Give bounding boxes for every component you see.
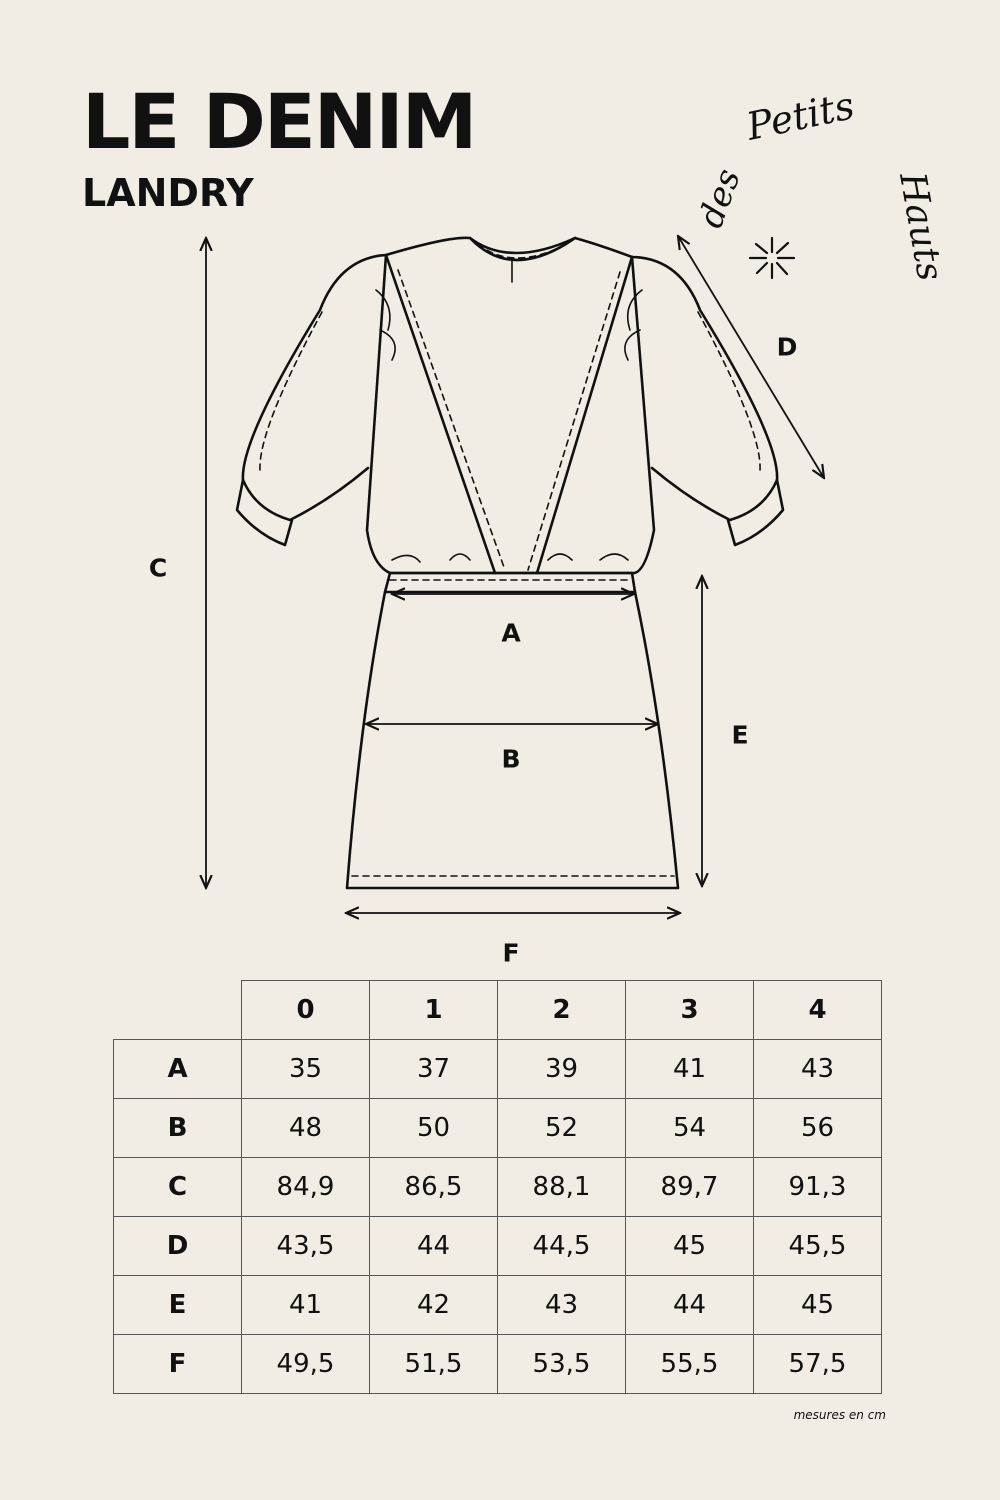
table-cell: 43 [754, 1040, 882, 1099]
row-label: B [114, 1099, 242, 1158]
table-cell: 44 [626, 1276, 754, 1335]
table-cell: 89,7 [626, 1158, 754, 1217]
table-cell: 54 [626, 1099, 754, 1158]
table-cell: 39 [498, 1040, 626, 1099]
table-row [114, 1217, 882, 1276]
table-cell: 55,5 [626, 1335, 754, 1394]
row-label: A [114, 1040, 242, 1099]
table-cell: 52 [498, 1099, 626, 1158]
table-cell: 37 [370, 1040, 498, 1099]
table-cell: 84,9 [242, 1158, 370, 1217]
dimension-label-c: C [148, 553, 168, 583]
table-row [114, 1040, 882, 1099]
logo-word-hauts: Hauts [891, 169, 951, 284]
table-cell: 35 [242, 1040, 370, 1099]
table-cell: 56 [754, 1099, 882, 1158]
table-row [114, 1099, 882, 1158]
unit-note: mesures en cm [793, 1408, 886, 1422]
row-label: F [114, 1335, 242, 1394]
table-cell: 41 [242, 1276, 370, 1335]
row-label: D [114, 1217, 242, 1276]
table-cell: 45 [754, 1276, 882, 1335]
table-cell: 50 [370, 1099, 498, 1158]
size-header: 4 [754, 981, 882, 1040]
table-cell: 42 [370, 1276, 498, 1335]
table-cell: 44,5 [498, 1217, 626, 1276]
dimension-label-b: B [501, 744, 521, 774]
table-cell: 53,5 [498, 1335, 626, 1394]
table-cell: 86,5 [370, 1158, 498, 1217]
table-cell: 48 [242, 1099, 370, 1158]
size-chart-table [113, 980, 882, 1394]
table-row [114, 1335, 882, 1394]
logo-word-petits: Petits [742, 83, 859, 149]
size-header: 2 [498, 981, 626, 1040]
table-cell: 88,1 [498, 1158, 626, 1217]
size-header: 0 [242, 981, 370, 1040]
dress-bodice [367, 238, 654, 573]
dimension-label-e: E [731, 720, 749, 750]
dimension-label-f: F [502, 938, 520, 968]
left-sleeve [237, 255, 395, 545]
table-cell: 57,5 [754, 1335, 882, 1394]
table-header-row [114, 981, 882, 1040]
table-corner [114, 981, 242, 1040]
table-cell: 44 [370, 1217, 498, 1276]
dimension-label-d: D [776, 332, 798, 362]
table-cell: 45,5 [754, 1217, 882, 1276]
page-title: LE DENIM [82, 77, 476, 166]
logo-word-des: des [690, 163, 749, 234]
table-row [114, 1276, 882, 1335]
table-cell: 51,5 [370, 1335, 498, 1394]
row-label: C [114, 1158, 242, 1217]
arrow-d [678, 236, 824, 478]
table-row [114, 1158, 882, 1217]
table-cell: 49,5 [242, 1335, 370, 1394]
right-sleeve [625, 257, 783, 545]
table-cell: 43 [498, 1276, 626, 1335]
table-cell: 45 [626, 1217, 754, 1276]
size-header: 1 [370, 981, 498, 1040]
table-cell: 41 [626, 1040, 754, 1099]
table-cell: 43,5 [242, 1217, 370, 1276]
row-label: E [114, 1276, 242, 1335]
size-header: 3 [626, 981, 754, 1040]
dimension-label-a: A [501, 618, 521, 648]
product-name: LANDRY [82, 171, 254, 215]
table-cell: 91,3 [754, 1158, 882, 1217]
